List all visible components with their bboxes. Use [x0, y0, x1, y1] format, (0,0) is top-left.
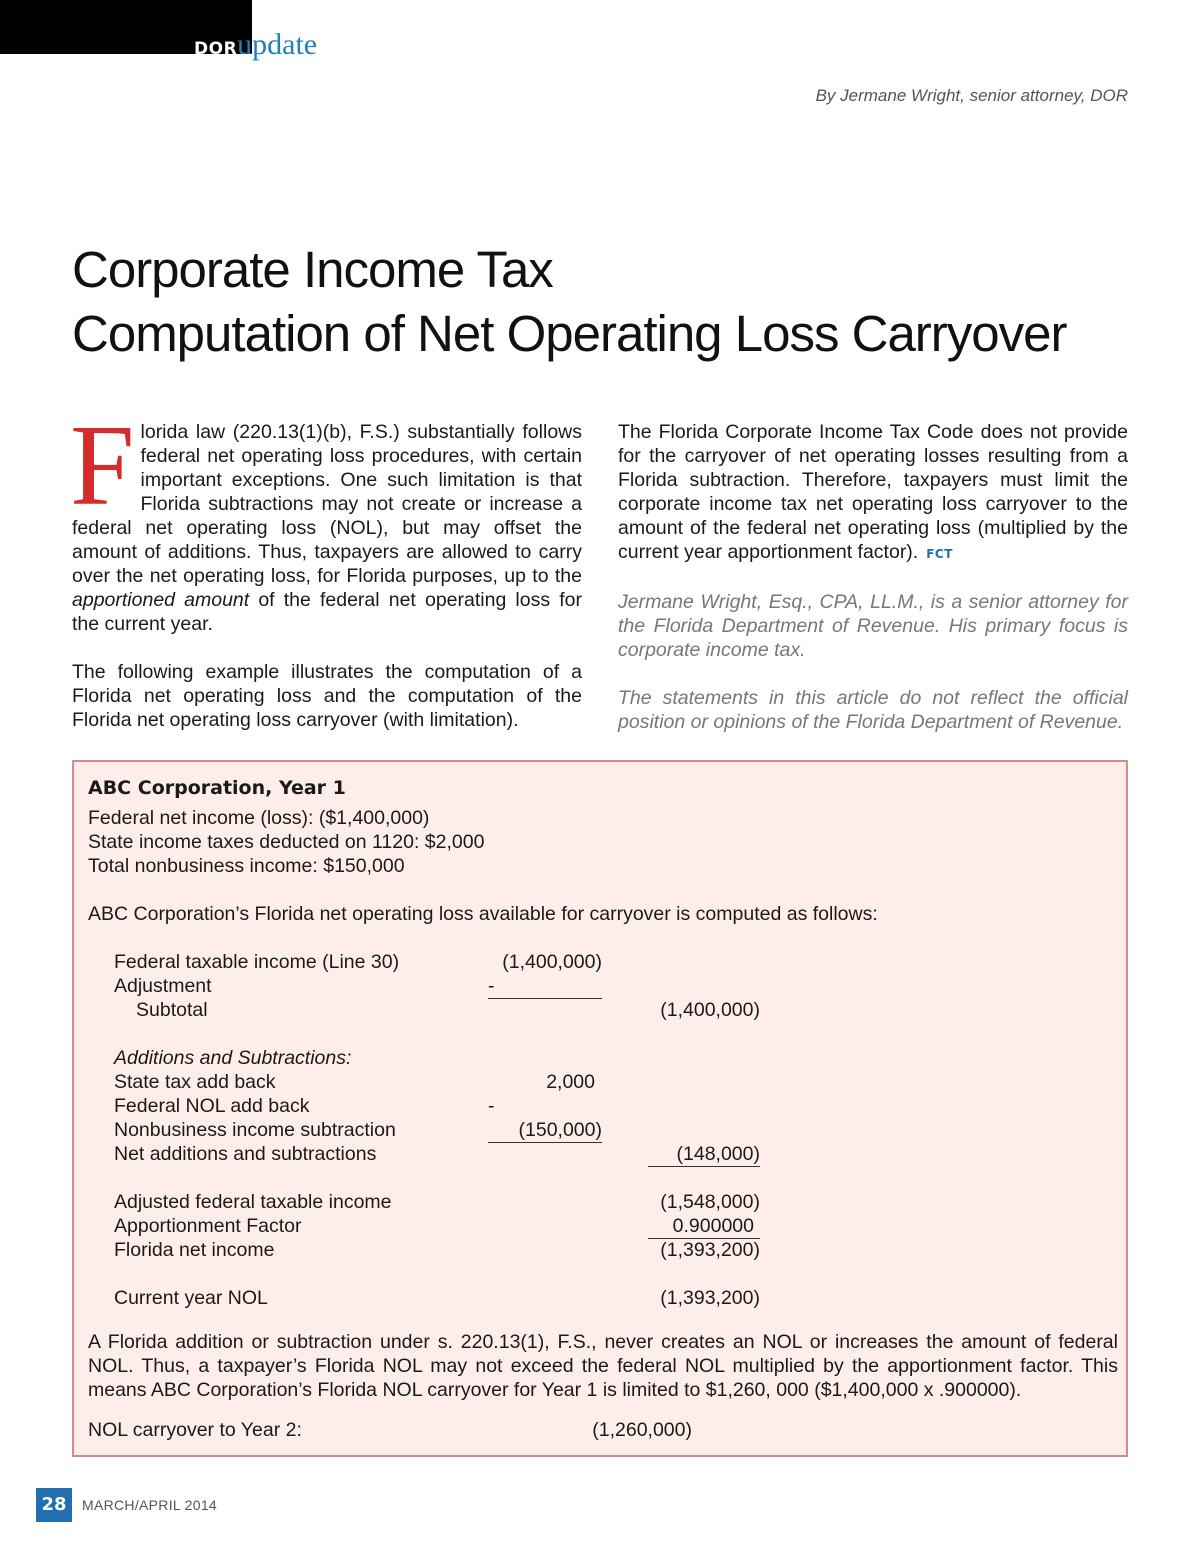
title-line-2: Computation of Net Operating Loss Carryover [72, 305, 1067, 362]
example-box [72, 760, 1128, 1457]
row-value-adjusted-fti: (1,548,000) [660, 1191, 760, 1213]
row-label-federal-nol: Federal NOL add back [114, 1095, 310, 1117]
row-value-apportionment: 0.900000 [648, 1214, 760, 1239]
row-value-federal-nol: - [488, 1095, 495, 1117]
row-label-adjusted-fti: Adjusted federal taxable income [114, 1191, 392, 1213]
example-intro-paragraph: The following example illustrates the computation of a Florida net operating loss and the computation of the Florida net operating loss carryover (with limitation). [72, 661, 582, 731]
row-value-federal-taxable-income: (1,400,000) [502, 951, 602, 973]
row-label-subtotal: Subtotal [136, 999, 208, 1021]
computation-intro: ABC Corporation’s Florida net operating loss available for carryover is computed as follows: [88, 903, 878, 925]
limitation-explanation: A Florida addition or subtraction under s. 220.13(1), F.S., never creates an NOL or increases the amount of federal NOL. Thus, a taxpayer’s Florida NOL may not exceed the federal NOL multiplied by the apportionment factor. This means ABC Corporation’s Florida NOL carryover for Year 1 is limited to $1,260, 000 ($1,400,000 x .900000). [88, 1331, 1118, 1401]
row-label-florida-net-income: Florida net income [114, 1239, 275, 1261]
author-bio: Jermane Wright, Esq., CPA, LL.M., is a senior attorney for the Florida Department of Revenue. His primary focus is corporate income tax. [618, 591, 1128, 661]
row-label-net-additions: Net additions and subtractions [114, 1143, 377, 1165]
masthead-dor: DOR [194, 39, 238, 59]
intro-paragraph [70, 402, 582, 636]
row-value-nonbusiness: (150,000) [488, 1118, 602, 1143]
fact-federal-net-income: Federal net income (loss): ($1,400,000) [88, 807, 430, 829]
row-value-current-nol: (1,393,200) [660, 1287, 760, 1309]
example-heading: ABC Corporation, Year 1 [88, 777, 346, 799]
row-label-current-nol: Current year NOL [114, 1287, 268, 1309]
intro-text-b: of the federal net operating loss for the current year. [72, 589, 582, 635]
fact-nonbusiness-income: Total nonbusiness income: $150,000 [88, 855, 405, 877]
carryover-value: (1,260,000) [592, 1419, 692, 1441]
fact-state-income-taxes: State income taxes deducted on 1120: $2,000 [88, 831, 485, 853]
intro-emphasis: apportioned amount [72, 589, 250, 611]
intro-text-a: lorida law (220.13(1)(b), F.S.) substantially follows federal net operating loss procedures, with certain important exceptions. One such limitation is that Florida subtractions may not create or increase a federal net operating loss (NOL), but may offset the amount of additions. Thus, taxpayers are allowed to carry over the net operating loss, for Florida purposes, up to the [72, 421, 582, 587]
masthead [194, 28, 317, 62]
title-line-1: Corporate Income Tax [72, 241, 553, 298]
row-label-nonbusiness: Nonbusiness income subtraction [114, 1119, 396, 1141]
row-label-apportionment: Apportionment Factor [114, 1215, 302, 1237]
code-paragraph [618, 420, 1128, 566]
code-text: The Florida Corporate Income Tax Code does not provide for the carryover of net operating losses resulting from a Florida subtraction. Therefore, taxpayers must limit the corporate income tax net operating loss carryover to the amount of the federal net operating loss (multiplied by the current year apportionment factor). [618, 421, 1128, 563]
carryover-label: NOL carryover to Year 2: [88, 1419, 302, 1441]
row-label-adjustment: Adjustment [114, 975, 212, 997]
additions-subtractions-heading: Additions and Subtractions: [114, 1047, 352, 1069]
article-title [72, 238, 1152, 366]
row-value-net-additions: (148,000) [648, 1142, 760, 1167]
row-value-florida-net-income: (1,393,200) [660, 1239, 760, 1261]
issue-date: MARCH/APRIL 2014 [82, 1497, 217, 1513]
disclaimer: The statements in this article do not reflect the official position or opinions of the Florida Department of Revenue. [618, 687, 1128, 733]
row-value-subtotal: (1,400,000) [660, 999, 760, 1021]
left-column [70, 402, 582, 756]
row-label-state-tax: State tax add back [114, 1071, 276, 1093]
masthead-update: update [237, 28, 318, 61]
drop-cap: F [70, 402, 135, 530]
row-label-federal-taxable-income: Federal taxable income (Line 30) [114, 951, 400, 973]
fct-end-mark: FCT [926, 547, 953, 561]
byline: By Jermane Wright, senior attorney, DOR [815, 86, 1128, 105]
page-number: 28 [36, 1488, 72, 1522]
row-value-state-tax: 2,000 [546, 1071, 595, 1093]
right-column [618, 420, 1128, 758]
row-value-adjustment: - [488, 974, 602, 999]
